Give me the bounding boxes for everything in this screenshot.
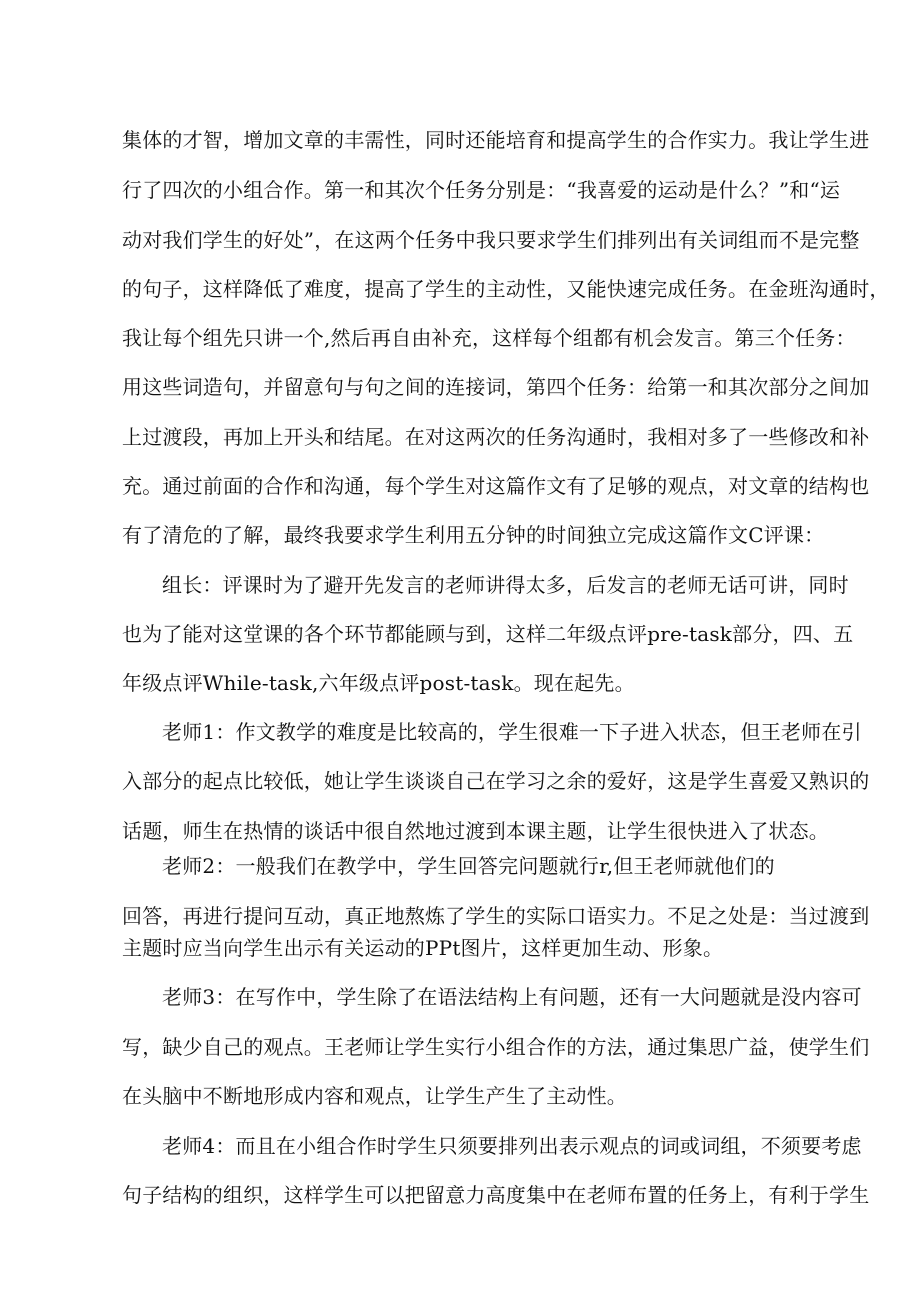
- text-line: 句子结构的组织，这样学生可以把留意力高度集中在老师布置的任务上，有利于学生: [122, 1183, 870, 1207]
- text-line: 上过渡段，再加上开头和结尾。在对这两次的任务沟通时，我相对多了一些修改和补: [122, 425, 870, 449]
- text-line: 写，缺少自己的观点。王老师让学生实行小组合作的方法，通过集思广益，使学生们: [122, 1035, 870, 1059]
- text-line: 年级点评While-task,六年级点评post-task。现在起先。: [122, 671, 635, 695]
- text-line: 组长：评课时为了避开先发言的老师讲得太多，后发言的老师无话可讲，同时: [162, 573, 849, 597]
- text-line: 老师4：而且在小组合作时学生只须要排列出表示观点的词或词组，不须要考虑: [162, 1134, 862, 1158]
- text-line: 动对我们学生的好处”，在这两个任务中我只要求学生们排列出有关词组而不是完整: [122, 228, 860, 252]
- text-line: 老师2：一般我们在教学中，学生回答完问题就行r,但王老师就他们的: [162, 854, 775, 878]
- text-line: 老师3：在写作中，学生除了在语法结构上有问题，还有一大问题就是没内容可: [162, 985, 862, 1009]
- text-line: 在头脑中不断地形成内容和观点，让学生产生了主动性。: [122, 1084, 627, 1108]
- text-line: 的句子，这样降低了难度，提高了学生的主动性，又能快速完成任务。在金班沟通时，: [122, 277, 890, 301]
- text-line: 有了清危的了解，最终我要求学生利用五分钟的时间独立完成这篇作文C评课：: [122, 523, 825, 547]
- text-line: 行了四次的小组合作。第一和其次个任务分别是：“我喜爱的运动是什么？”和“运: [122, 178, 841, 202]
- text-line: 用这些词造句，并留意句与句之间的连接词，第四个任务：给第一和其次部分之间加: [122, 375, 870, 399]
- text-line: 我让每个组先只讲一个,然后再自由补充，这样每个组都有机会发言。第三个任务：: [122, 326, 856, 350]
- text-line: 话题，师生在热情的谈话中很自然地过渡到本课主题，让学生很快进入了状态。: [122, 819, 829, 843]
- text-line: 回答，再进行提问互动，真正地熬炼了学生的实际口语实力。不足之处是：当过渡到: [122, 904, 870, 928]
- text-line: 也为了能对这堂课的各个环节都能顾与到，这样二年级点评pre-task部分，四、五: [122, 622, 854, 646]
- text-line: 充。通过前面的合作和沟通，每个学生对这篇作文有了足够的观点，对文章的结构也: [122, 474, 870, 498]
- text-line: 集体的才智，增加文章的丰需性，同时还能培育和提高学生的合作实力。我让学生进: [122, 128, 870, 152]
- text-line: 入部分的起点比较低，她让学生谈谈自己在学习之余的爱好，这是学生喜爱又熟识的: [122, 769, 870, 793]
- text-line: 老师1：作文教学的难度是比较高的，学生很难一下子进入状态，但王老师在引: [162, 720, 862, 744]
- text-line: 主题时应当向学生出示有关运动的PPt图片，这样更加生动、形象。: [122, 936, 724, 960]
